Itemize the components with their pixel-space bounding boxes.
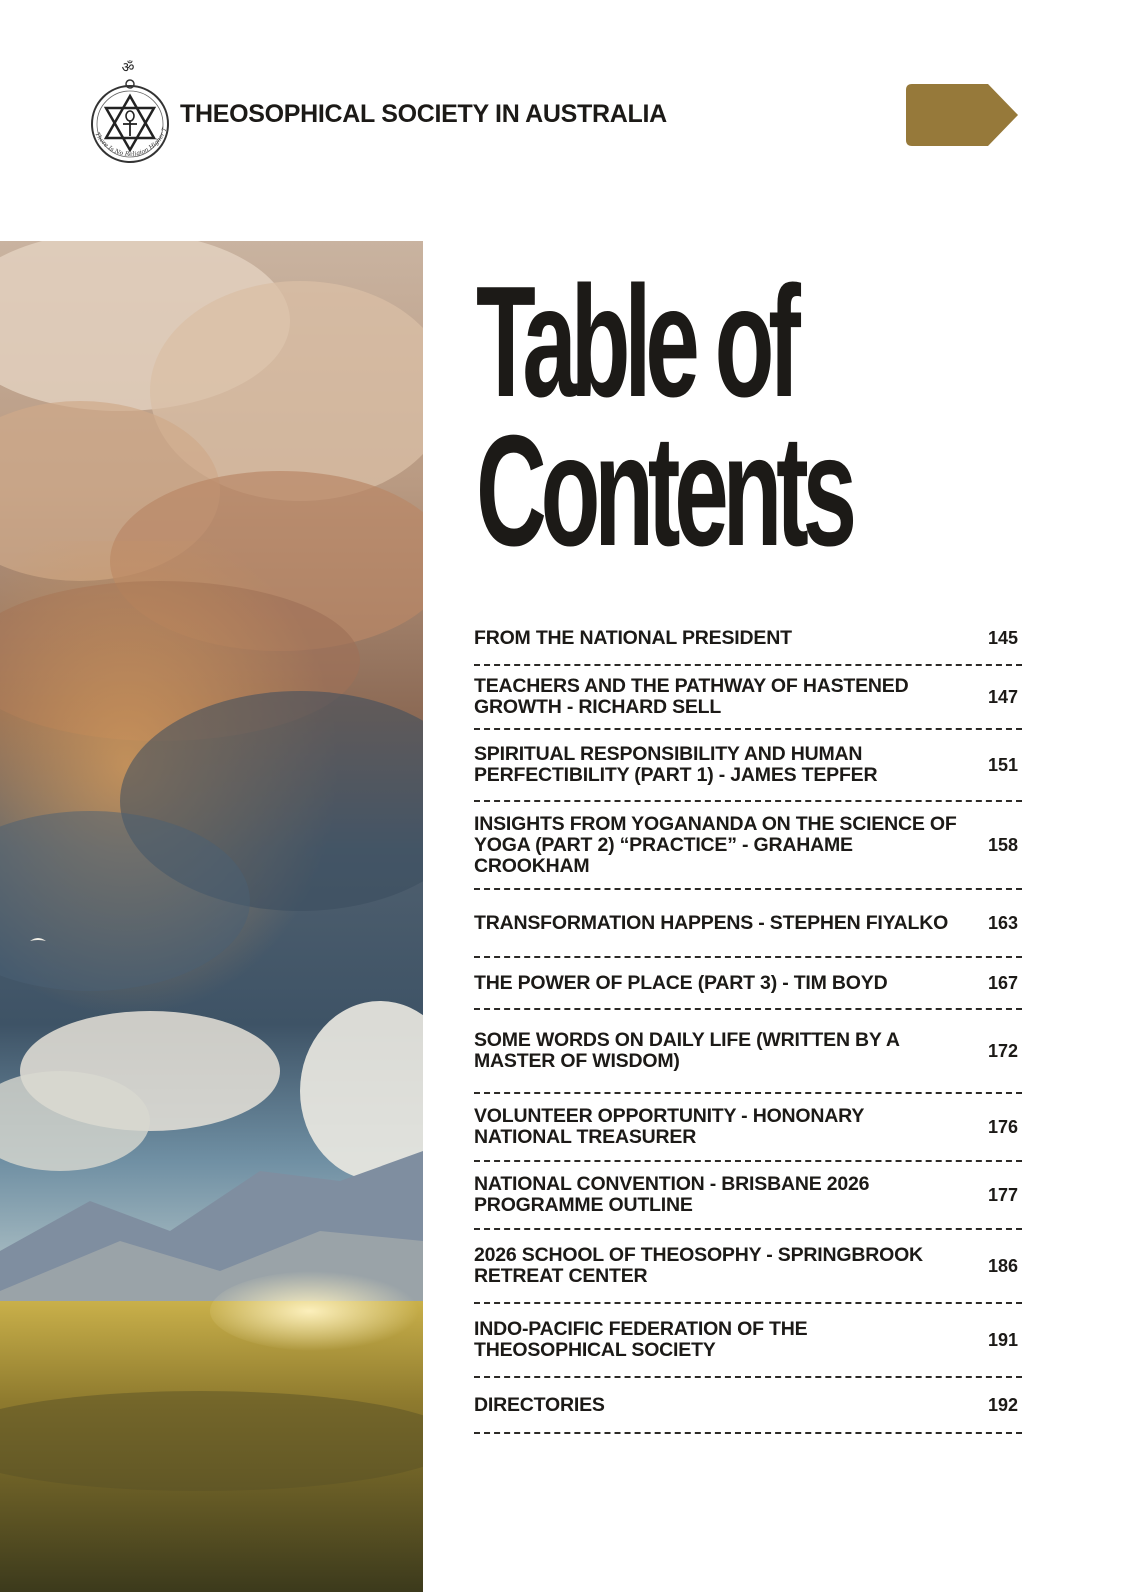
toc-entry[interactable]: [474, 730, 1022, 802]
toc-entry-title: TEACHERS AND THE PATHWAY OF HASTENED GROWTH - RICHARD SELL: [474, 675, 909, 718]
toc-entry-page: 147: [987, 686, 1018, 707]
toc-entry[interactable]: [474, 1304, 1022, 1378]
svg-text:There Is No Religion Higher Th: There Is No Religion Higher T: [93, 126, 169, 158]
toc-entry-title: FROM THE NATIONAL PRESIDENT: [474, 626, 792, 649]
toc-entry-title: TRANSFORMATION HAPPENS - STEPHEN FIYALKO: [474, 911, 949, 934]
toc-entry-title: THE POWER OF PLACE (PART 3) - TIM BOYD: [474, 971, 888, 994]
toc-entry-page: 191: [987, 1329, 1018, 1350]
toc-entry[interactable]: [474, 666, 1022, 730]
toc-entry-page: 177: [987, 1184, 1018, 1205]
toc-entry-title: SOME WORDS ON DAILY LIFE (WRITTEN BY A MASTER OF WISDOM): [474, 1029, 900, 1072]
hero-landscape-image: [0, 241, 423, 1592]
toc-entry-page: 167: [987, 972, 1018, 993]
toc-entry-title: 2026 SCHOOL OF THEOSOPHY - SPRINGBROOK RETREAT CENTER: [474, 1244, 923, 1287]
toc-entry-title: VOLUNTEER OPPORTUNITY - HONONARY NATIONAL TREASURER: [474, 1105, 864, 1148]
toc-entry-title: INSIGHTS FROM YOGANANDA ON THE SCIENCE OF YOGA (PART 2) “PRACTICE” - GRAHAME CROOKHAM: [474, 812, 957, 877]
toc-entry-title: DIRECTORIES: [474, 1393, 605, 1416]
toc-entry[interactable]: [474, 802, 1022, 890]
toc-entry[interactable]: [474, 1230, 1022, 1304]
toc-entry-page: 186: [987, 1255, 1018, 1276]
toc-entry[interactable]: [474, 1162, 1022, 1230]
toc-entry[interactable]: [474, 612, 1022, 666]
svg-text:ॐ: ॐ: [121, 60, 135, 76]
tag-arrow-icon: [906, 84, 1020, 146]
toc-entry-title: INDO-PACIFIC FEDERATION OF THE THEOSOPHICAL SOCIETY: [474, 1318, 808, 1361]
toc-entry-page: 163: [987, 912, 1018, 933]
toc-title-line2: Contents: [476, 402, 851, 579]
toc-entry[interactable]: [474, 1010, 1022, 1094]
toc-entry-page: 158: [987, 834, 1018, 855]
toc-entry-page: 192: [987, 1394, 1018, 1415]
toc-entry-page: 176: [987, 1116, 1018, 1137]
toc-entry-title: SPIRITUAL RESPONSIBILITY AND HUMAN PERFECTIBILITY (PART 1) - JAMES TEPFER: [474, 743, 878, 786]
toc-entry-page: 172: [987, 1040, 1018, 1061]
toc-entry-title: NATIONAL CONVENTION - BRISBANE 2026 PROGRAMME OUTLINE: [474, 1173, 870, 1216]
toc-list: [474, 612, 1022, 1434]
theosophical-seal-icon: [80, 56, 180, 176]
toc-entry-page: 151: [987, 754, 1018, 775]
toc-entry[interactable]: [474, 1094, 1022, 1162]
page-header: [0, 0, 1121, 200]
toc-entry[interactable]: [474, 1378, 1022, 1434]
toc-title-line1: Table of: [476, 254, 795, 430]
toc-entry[interactable]: [474, 958, 1022, 1010]
organization-name: THEOSOPHICAL SOCIETY IN AUSTRALIA: [180, 100, 667, 128]
toc-title: [476, 254, 851, 579]
toc-entry-page: 145: [987, 627, 1018, 648]
toc-entry[interactable]: [474, 890, 1022, 958]
